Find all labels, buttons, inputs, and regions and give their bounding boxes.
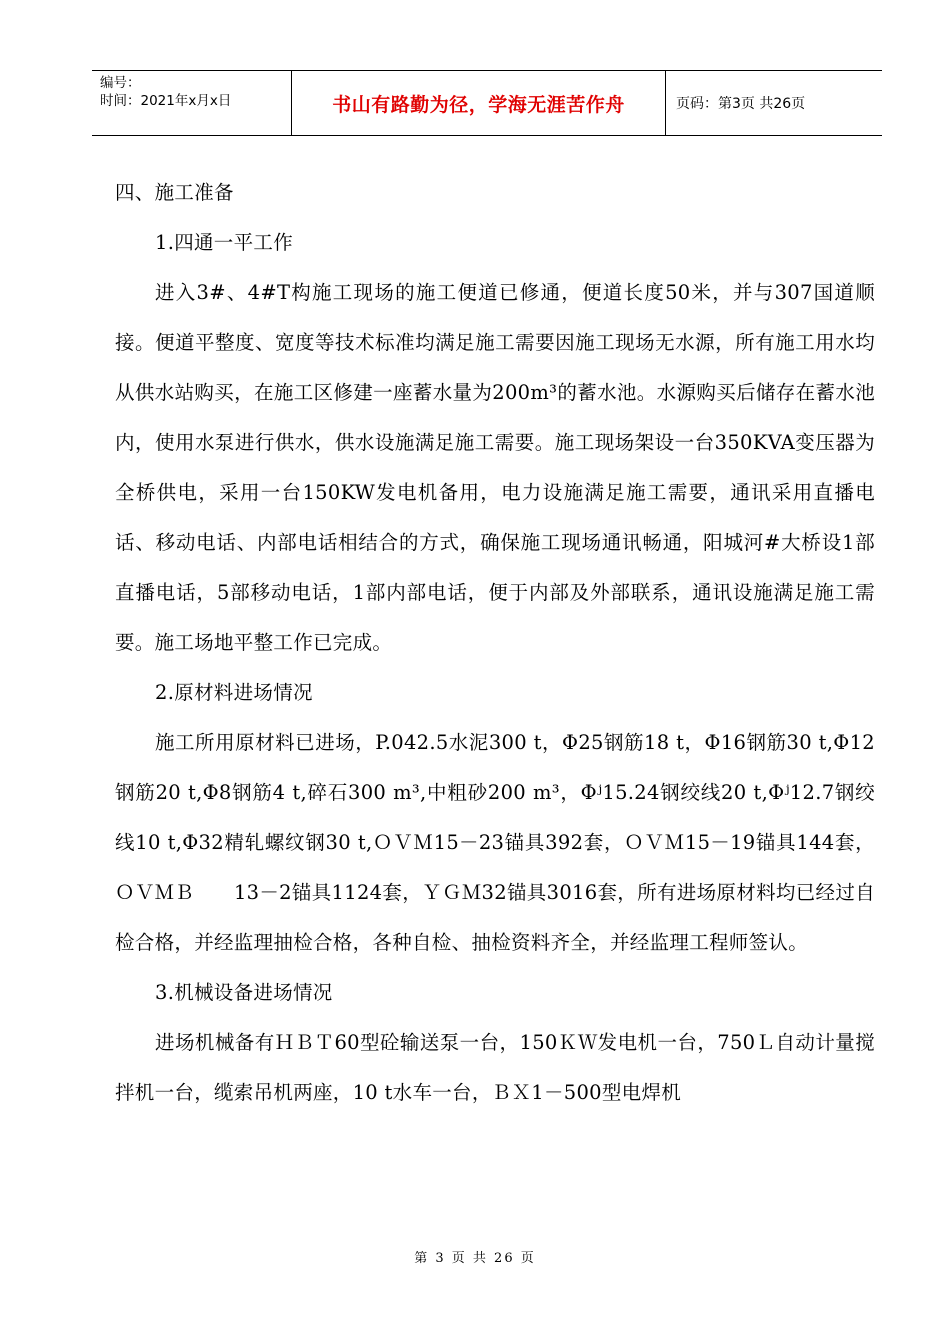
code-label: 编号： [100,75,141,91]
time-label: 时间：2021年x月x日 [100,93,232,109]
subsection-title-1: 1.四通一平工作 [155,231,294,254]
page-footer: 第 3 页 共 26 页 [414,1251,536,1266]
subsection-title-2: 2.原材料进场情况 [155,681,313,704]
header-page-info: 页码：第3页 共26页 [676,96,806,112]
subsection-title-3: 3.机械设备进场情况 [155,981,333,1004]
paragraph-1: 进入3#、4#T构施工现场的施工便道已修通，便道长度50米，并与307国道顺接。便道平整度、宽度等技术标准均满足施工需要因施工现场无水源，所有施工用水均从供水站购买，在施工区修建一座蓄水量为200m³的蓄水池。水源购买后储存在蓄水池内，使用水泵进行供水，供水设施满足施工需要。施工现场架设一台350KVA变压器为全桥供电，采用一台150KW发电机备用，电力设施满足施工需要，通讯采用直播电话、移动电话、内部电话相结合的方式，确保施工现场通讯畅通，阳城河#大桥设1部直播电话，5部移动电话，1部内部电话，便于内部及外部联系，通讯设施满足施工需要。施工场地平整工作已完成。 [115,281,875,654]
paragraph-2: 施工所用原材料已进场，P.042.5水泥300 t，Φ25钢筋18 t，Φ16钢筋30 t,Φ12钢筋20 t,Φ8钢筋4 t,碎石300 m³,中粗砂200 m³，Φʲ15.24钢绞线20 t,Φʲ12.7钢绞线10 t,Φ32精轧螺纹钢30 t,ＯＶＭ15－23锚具392套，ＯＶＭ15－19锚具144套，ＯＶＭＢ 13－2锚具1124套，ＹＧＭ32锚具3016套，所有进场原材料均已经过自检合格，并经监理抽检合格，各种自检、抽检资料齐全，并经监理工程师签认。 [115,731,875,954]
paragraph-3: 进场机械备有ＨＢＴ60型砼输送泵一台，150ＫＷ发电机一台，750Ｌ自动计量搅拌机一台，缆索吊机两座，10 t水车一台，ＢＸ1－500型电焊机 [115,1031,875,1104]
header-motto: 书山有路勤为径，学海无涯苦作舟 [292,71,666,135]
section-title: 四、施工准备 [115,181,234,204]
page-header [92,70,882,136]
header-meta [92,71,292,135]
document-body [115,168,875,1118]
